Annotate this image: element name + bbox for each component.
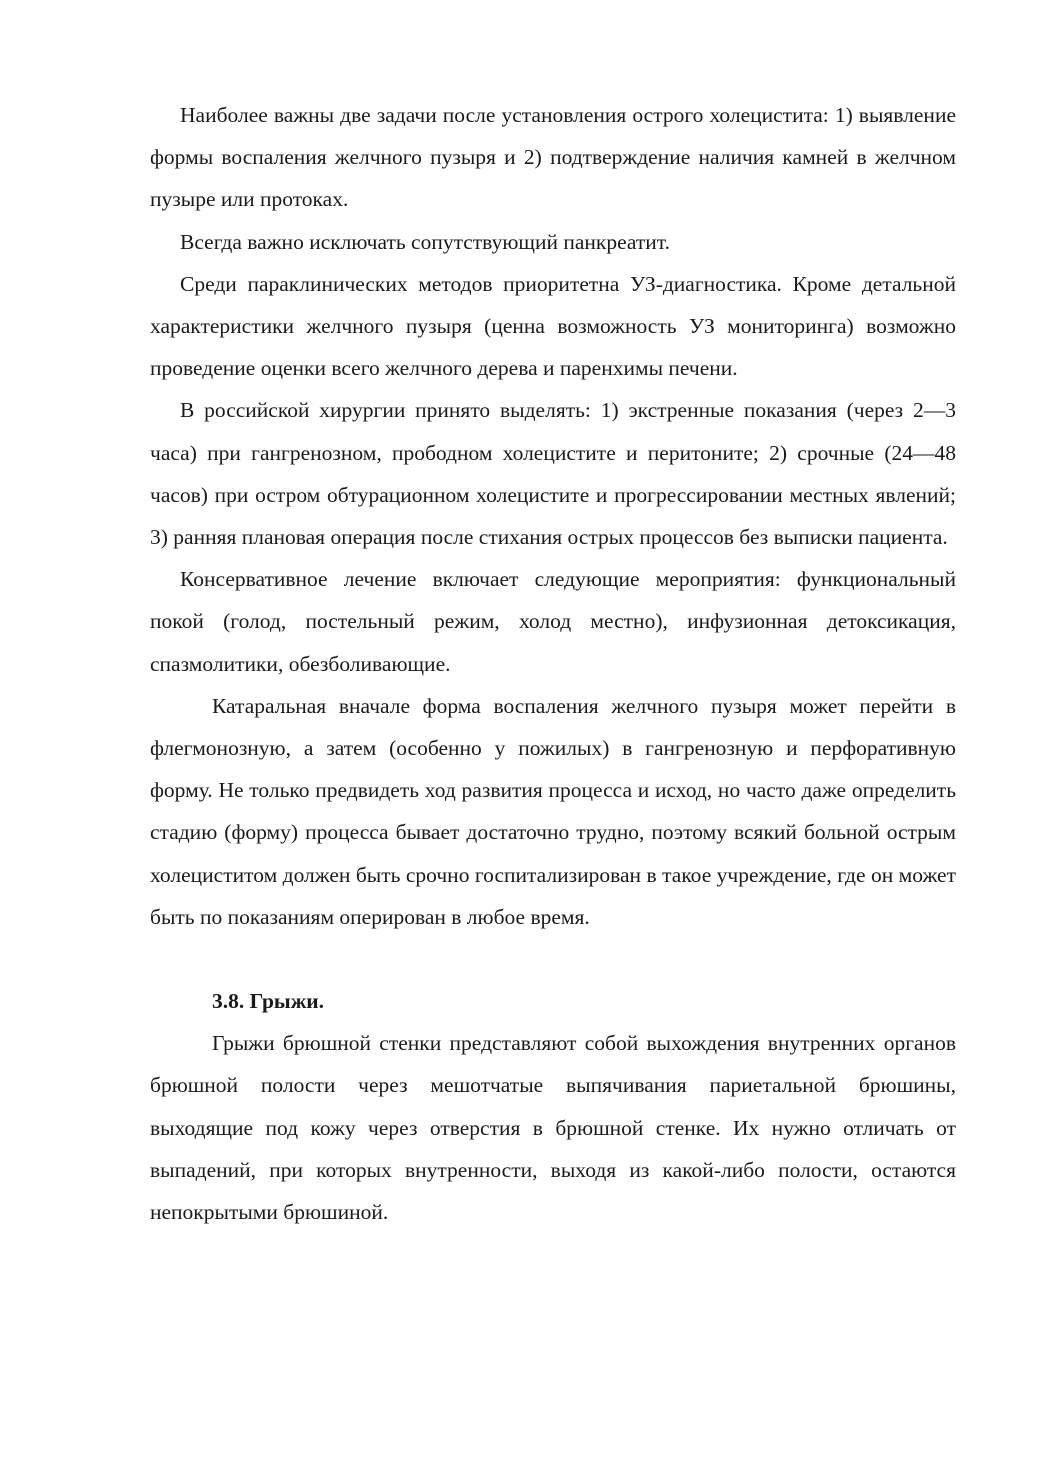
paragraph-cholecystitis-tasks: Наиболее важны две задачи после установления острого холецистита: 1) выявление формы воспаления желчного пузыря и 2) подтверждение наличия камней в желчном пузыре или протоках. xyxy=(150,103,956,212)
paragraph-conservative-treatment: Консервативное лечение включает следующие мероприятия: функциональный покой (голод, постельный режим, холод местно), инфузионная детоксикация, спазмолитики, обезболивающие. xyxy=(150,567,956,676)
paragraph-catarrhal-form: Катаральная вначале форма воспаления желчного пузыря может перейти в флегмонозную, а затем (особенно у пожилых) в гангренозную и перфоративную форму. Не только предвидеть ход развития процесса и исход, но часто даже определить стадию (форму) процесса бывает достаточно трудно, поэтому всякий больной острым холециститом должен быть срочно госпитализирован в такое учреждение, где он может быть по показаниям оперирован в любое время. xyxy=(150,693,956,929)
paragraph-surgery-indications: В российской хирургии принято выделять: 1) экстренные показания (через 2—3 часа) при гангренозном, прободном холецистите и перитоните; 2) срочные (24—48 часов) при остром обтурационном холецистите и прогрессировании местных явлений; 3) ранняя плановая операция после стихания острых процессов без выписки пациента. xyxy=(150,398,956,550)
paragraph-pancreatitis: Всегда важно исключать сопутствующий панкреатит. xyxy=(180,229,670,254)
section-heading-hernias: 3.8. Грыжи. xyxy=(212,989,325,1014)
document-body xyxy=(150,94,956,1233)
paragraph-hernias-definition: Грыжи брюшной стенки представляют собой выхождения внутренних органов брюшной полости через мешотчатые выпячивания париетальной брюшины, выходящие под кожу через отверстия в брюшной стенке. Их нужно отличать от выпадений, при которых внутренности, выходя из какой-либо полости, остаются непокрытыми брюшиной. xyxy=(150,1031,956,1225)
paragraph-ultrasound: Среди параклинических методов приоритетна УЗ-диагностика. Кроме детальной характеристики желчного пузыря (ценна возможность УЗ мониторинга) возможно проведение оценки всего желчного дерева и паренхимы печени. xyxy=(150,271,956,381)
